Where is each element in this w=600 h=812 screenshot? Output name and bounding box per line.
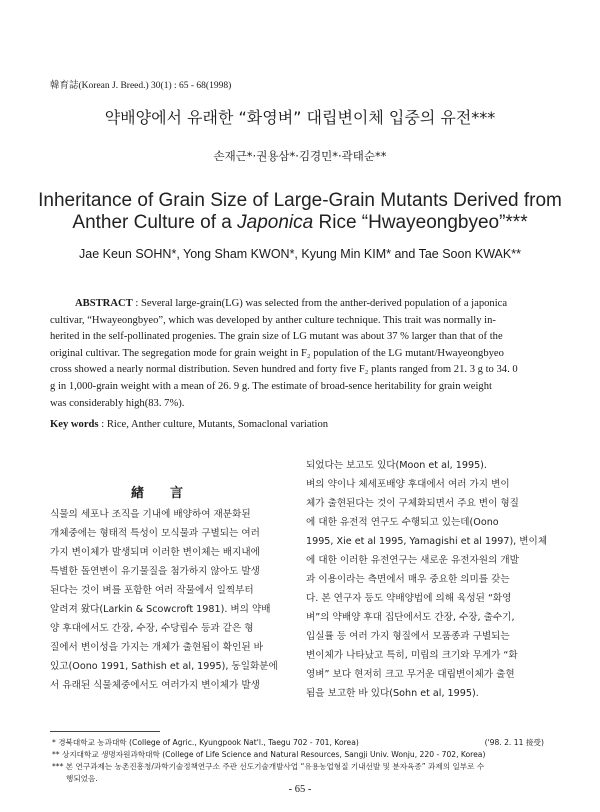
abstract [50,296,552,412]
body-line: 되었다는 보고도 있다(Moon et al, 1995). [306,460,487,471]
body-column-right [306,456,552,703]
english-title-line-2 [0,212,600,234]
body-line: 양 후대에서도 간장, 수장, 수당립수 등과 같은 형 [50,623,254,634]
body-line: 식물의 세포나 조직을 기내에 배양하여 재분화된 [50,509,251,520]
footnote-affiliation-1-text: * 경북대학교 농과대학 (College of Agric., Kyungpook Nat'l., Taegu 702 - 701, Korea) [52,738,359,747]
keywords [50,419,550,430]
body-line: 에 대한 유전적 연구도 수행되고 있는데(Oono [306,517,499,528]
keywords-separator: : [98,419,107,430]
abstract-label: ABSTRACT [75,298,133,309]
body-line: 변이체가 나타났고 특히, 미립의 크기와 무게가 “화 [306,650,518,661]
abstract-line: cross showed a nearly normal distribution. Seven hundred and forty five F₂ plants ranged from 21. 3 g to 34. 0 [50,364,518,376]
body-line: 질에서 변이성을 가지는 개체가 출현됨이 확인된 바 [50,642,263,653]
body-line: 체가 출현된다는 것이 구체화되면서 주요 변이 형질 [306,498,519,509]
abstract-text: Several large-grain(LG) was selected from the anther-derived population of a japonica [140,298,508,309]
footnotes [52,737,552,785]
keywords-label: Key words [50,419,99,430]
body-line: 다. 본 연구자 등도 약배양법에 의해 육성된 “화영 [306,593,512,604]
keywords-text: Rice, Anther culture, Mutants, Somaclonal variation [106,419,329,430]
body-line: 개체중에는 형태적 특성이 모식물과 구별되는 여러 [50,528,260,539]
abstract-separator: : [132,298,141,309]
body-line: 특별한 돌연변이 유기물질을 첨가하지 않아도 발생 [50,566,260,577]
body-line: 알려져 왔다(Larkin & Scowcroft 1981). 벼의 약배 [50,604,271,615]
body-line: 에 대한 이러한 유전연구는 새로운 유전자원의 개발 [306,555,519,566]
body-line: 있고(Oono 1991, Sathish et al, 1995), 동일화분에 [50,661,278,672]
body-line: 과 이용이라는 측면에서 매우 중요한 의미를 갖는 [306,574,510,585]
body-line: 가지 변이체가 발생되며 이러한 변이체는 배지내에 [50,547,260,558]
english-title-line-2-post: Rice “Hwayeongbyeo”*** [313,212,528,233]
abstract-line: g in 1,000-grain weight with a mean of 26. 9 g. The estimate of broad-sence heritability for grain weight [50,380,492,392]
footnote-divider [50,731,160,732]
footnote-affiliation-2: ** 상지대학교 생명자원과학대학 (College of Life Science and Natural Resources, Sangji Univ. Wonju, 220 - 702, Korea) [52,750,486,759]
footnote-affiliation-1 [52,737,552,749]
abstract-line: cultivar, “Hwayeongbyeo”, which was developed by anther culture technique. This trait was normally in- [50,314,496,326]
body-line: 됨을 보고한 바 있다(Sohn et al, 1995). [306,688,479,699]
footnote-funding-cont: 행되었음. [66,774,98,783]
abstract-line [50,296,552,313]
body-line: 벼”의 약배양 후대 집단에서도 간장, 수장, 출수기, [306,612,515,623]
korean-authors: 손재근*·권용삼*·김경민*·곽태순** [213,149,387,163]
korean-title: 약배양에서 유래한 “화영벼” 대립변이체 입중의 유전*** [104,108,496,127]
english-title-italic: Japonica [237,212,314,233]
english-title-line-1: Inheritance of Grain Size of Large-Grain Mutants Derived from [38,190,562,211]
english-authors: Jae Keun SOHN*, Yong Sham KWON*, Kyung Min KIM* and Tae Soon KWAK** [79,247,521,261]
body-line: 1995, Xie et al 1995, Yamagishi et al 1997), 변이체 [306,536,548,547]
page-number: - 65 - [288,784,312,795]
body-line: 입실률 등 여러 가지 형질에서 모품종과 구별되는 [306,631,510,642]
body-line: 벼의 약이나 체세포배양 후대에서 여러 가지 변이 [306,479,510,490]
abstract-line: original cultivar. The segregation mode for grain weight in F₂ population of the LG mutant/Hwayeongbyeo [50,347,504,359]
body-line: 영벼” 보다 현저히 크고 무거운 대립변이체가 출현 [306,669,515,680]
footnote-funding: *** 본 연구과제는 농촌진흥청/과학기술정책연구소 주관 선도기술개발사업 “유용농업형질 기내선발 및 분자육종” 과제의 일부로 수 [52,762,485,771]
body-line: 된다는 것이 벼를 포함한 여러 작물에서 일찍부터 [50,585,254,596]
body-column-left [50,505,294,695]
english-title-line-2-pre: Anther Culture of a [72,212,238,233]
section-heading-introduction: 緖言 [130,486,209,501]
journal-reference: 韓育誌(Korean J. Breed.) 30(1) : 65 - 68(1998) [50,81,232,91]
abstract-line: herited in the self-pollinated progenies. The grain size of LG mutant was about 37 % larger than that of the [50,331,503,343]
body-line: 서 유래된 식물체중에서도 여러가지 변이체가 발생 [50,680,260,691]
received-date: ('98. 2. 11 接受) [484,738,544,747]
english-title [0,190,600,234]
abstract-line: was considerably high(83. 7%). [50,397,185,409]
